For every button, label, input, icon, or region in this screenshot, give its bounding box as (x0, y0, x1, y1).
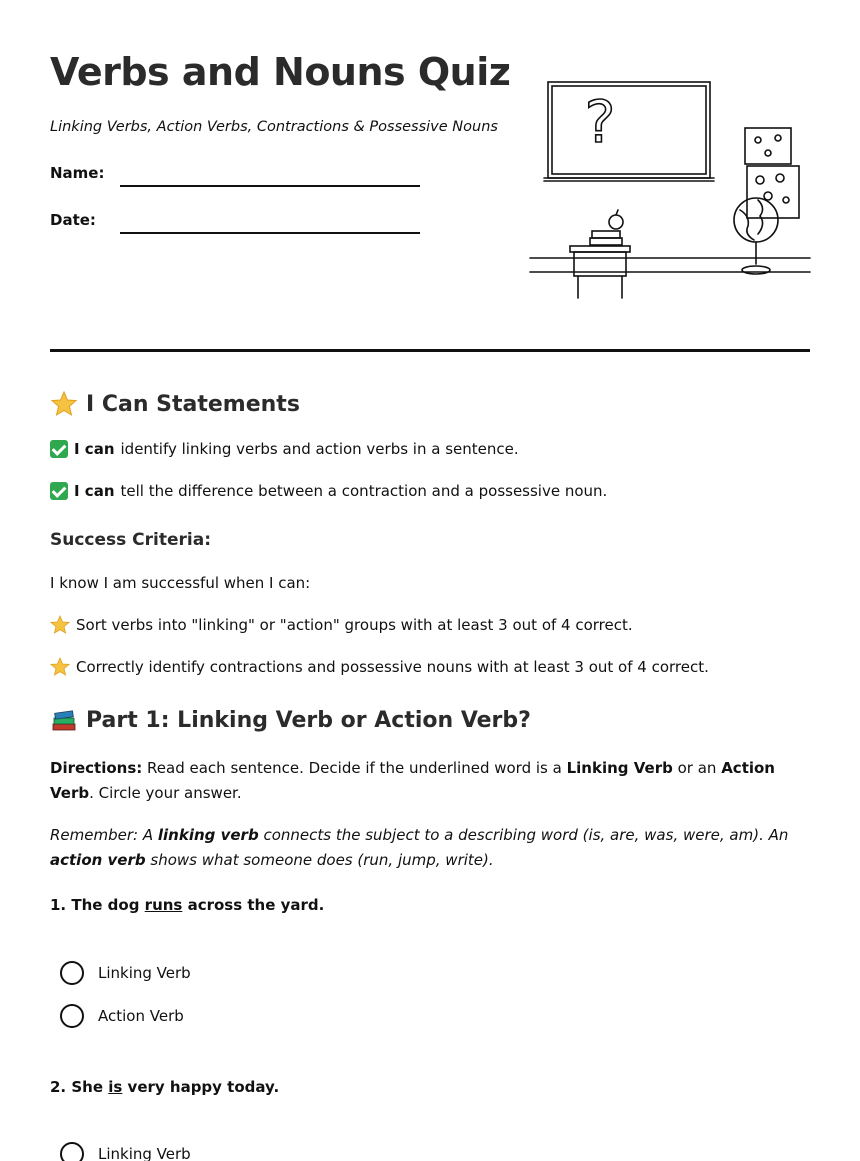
success-item-2 (50, 657, 709, 677)
success-intro: I know I am successful when I can: (50, 574, 311, 592)
i-can-lead: I can (74, 440, 115, 458)
i-can-item-2 (50, 482, 607, 500)
underlined-word: is (108, 1078, 123, 1096)
board-symbol: ? (584, 88, 616, 156)
action-verb-term: Action Verb (50, 759, 775, 802)
directions-text: . Circle your answer. (89, 784, 242, 802)
remember-text: Remember: A (50, 826, 158, 844)
date-field[interactable] (120, 232, 420, 234)
header-divider (50, 349, 810, 352)
directions-text: or an (672, 759, 722, 777)
part1-directions (50, 756, 820, 806)
glowing-star-icon (50, 390, 78, 418)
question-text: very happy today. (122, 1078, 280, 1096)
option-label: Linking Verb (98, 1145, 191, 1161)
question-text: across the yard. (182, 896, 325, 914)
part1-remember (50, 823, 820, 873)
star-icon (50, 615, 70, 635)
question-1-option-action[interactable] (60, 1004, 184, 1028)
radio-button[interactable] (60, 961, 84, 985)
i-can-heading-text: I Can Statements (86, 391, 300, 417)
success-item-text: Correctly identify contractions and possessive nouns with at least 3 out of 4 correct. (76, 658, 709, 676)
question-1 (50, 896, 324, 914)
radio-button[interactable] (60, 1142, 84, 1161)
page-title: Verbs and Nouns Quiz (50, 50, 511, 94)
name-field[interactable] (120, 185, 420, 187)
star-icon (50, 657, 70, 677)
i-can-text: identify linking verbs and action verbs in a sentence. (120, 440, 519, 458)
i-can-lead: I can (74, 482, 115, 500)
remember-text: connects the subject to a describing word (is, are, was, were, am). An (258, 826, 789, 844)
underlined-word: runs (144, 896, 183, 914)
question-2 (50, 1078, 279, 1096)
option-label: Linking Verb (98, 964, 191, 982)
page-subtitle: Linking Verbs, Action Verbs, Contractions & Possessive Nouns (50, 119, 498, 135)
remember-text: shows what someone does (run, jump, write). (145, 851, 494, 869)
linking-verb-term: Linking Verb (566, 759, 673, 777)
books-icon (50, 706, 78, 734)
date-label: Date: (50, 211, 96, 229)
remember-linking-term: linking verb (157, 826, 259, 844)
success-heading: Success Criteria: (50, 530, 212, 550)
i-can-text: tell the difference between a contraction and a possessive noun. (120, 482, 608, 500)
i-can-heading (50, 390, 300, 418)
option-label: Action Verb (98, 1007, 184, 1025)
classroom-illustration (528, 78, 812, 308)
question-1-option-linking[interactable] (60, 961, 191, 985)
directions-text: Read each sentence. Decide if the underlined word is a (142, 759, 567, 777)
part1-heading-text: Part 1: Linking Verb or Action Verb? (86, 707, 531, 733)
part1-heading (50, 706, 531, 734)
question-2-option-linking[interactable] (60, 1142, 191, 1161)
check-mark-icon (50, 440, 68, 458)
question-text: 1. The dog (50, 896, 145, 914)
directions-label: Directions: (50, 759, 143, 777)
question-text: 2. She (50, 1078, 109, 1096)
success-item-text: Sort verbs into "linking" or "action" groups with at least 3 out of 4 correct. (76, 616, 633, 634)
i-can-item-1 (50, 440, 519, 458)
remember-action-term: action verb (50, 851, 146, 869)
success-item-1 (50, 615, 633, 635)
check-mark-icon (50, 482, 68, 500)
name-label: Name: (50, 164, 105, 182)
radio-button[interactable] (60, 1004, 84, 1028)
